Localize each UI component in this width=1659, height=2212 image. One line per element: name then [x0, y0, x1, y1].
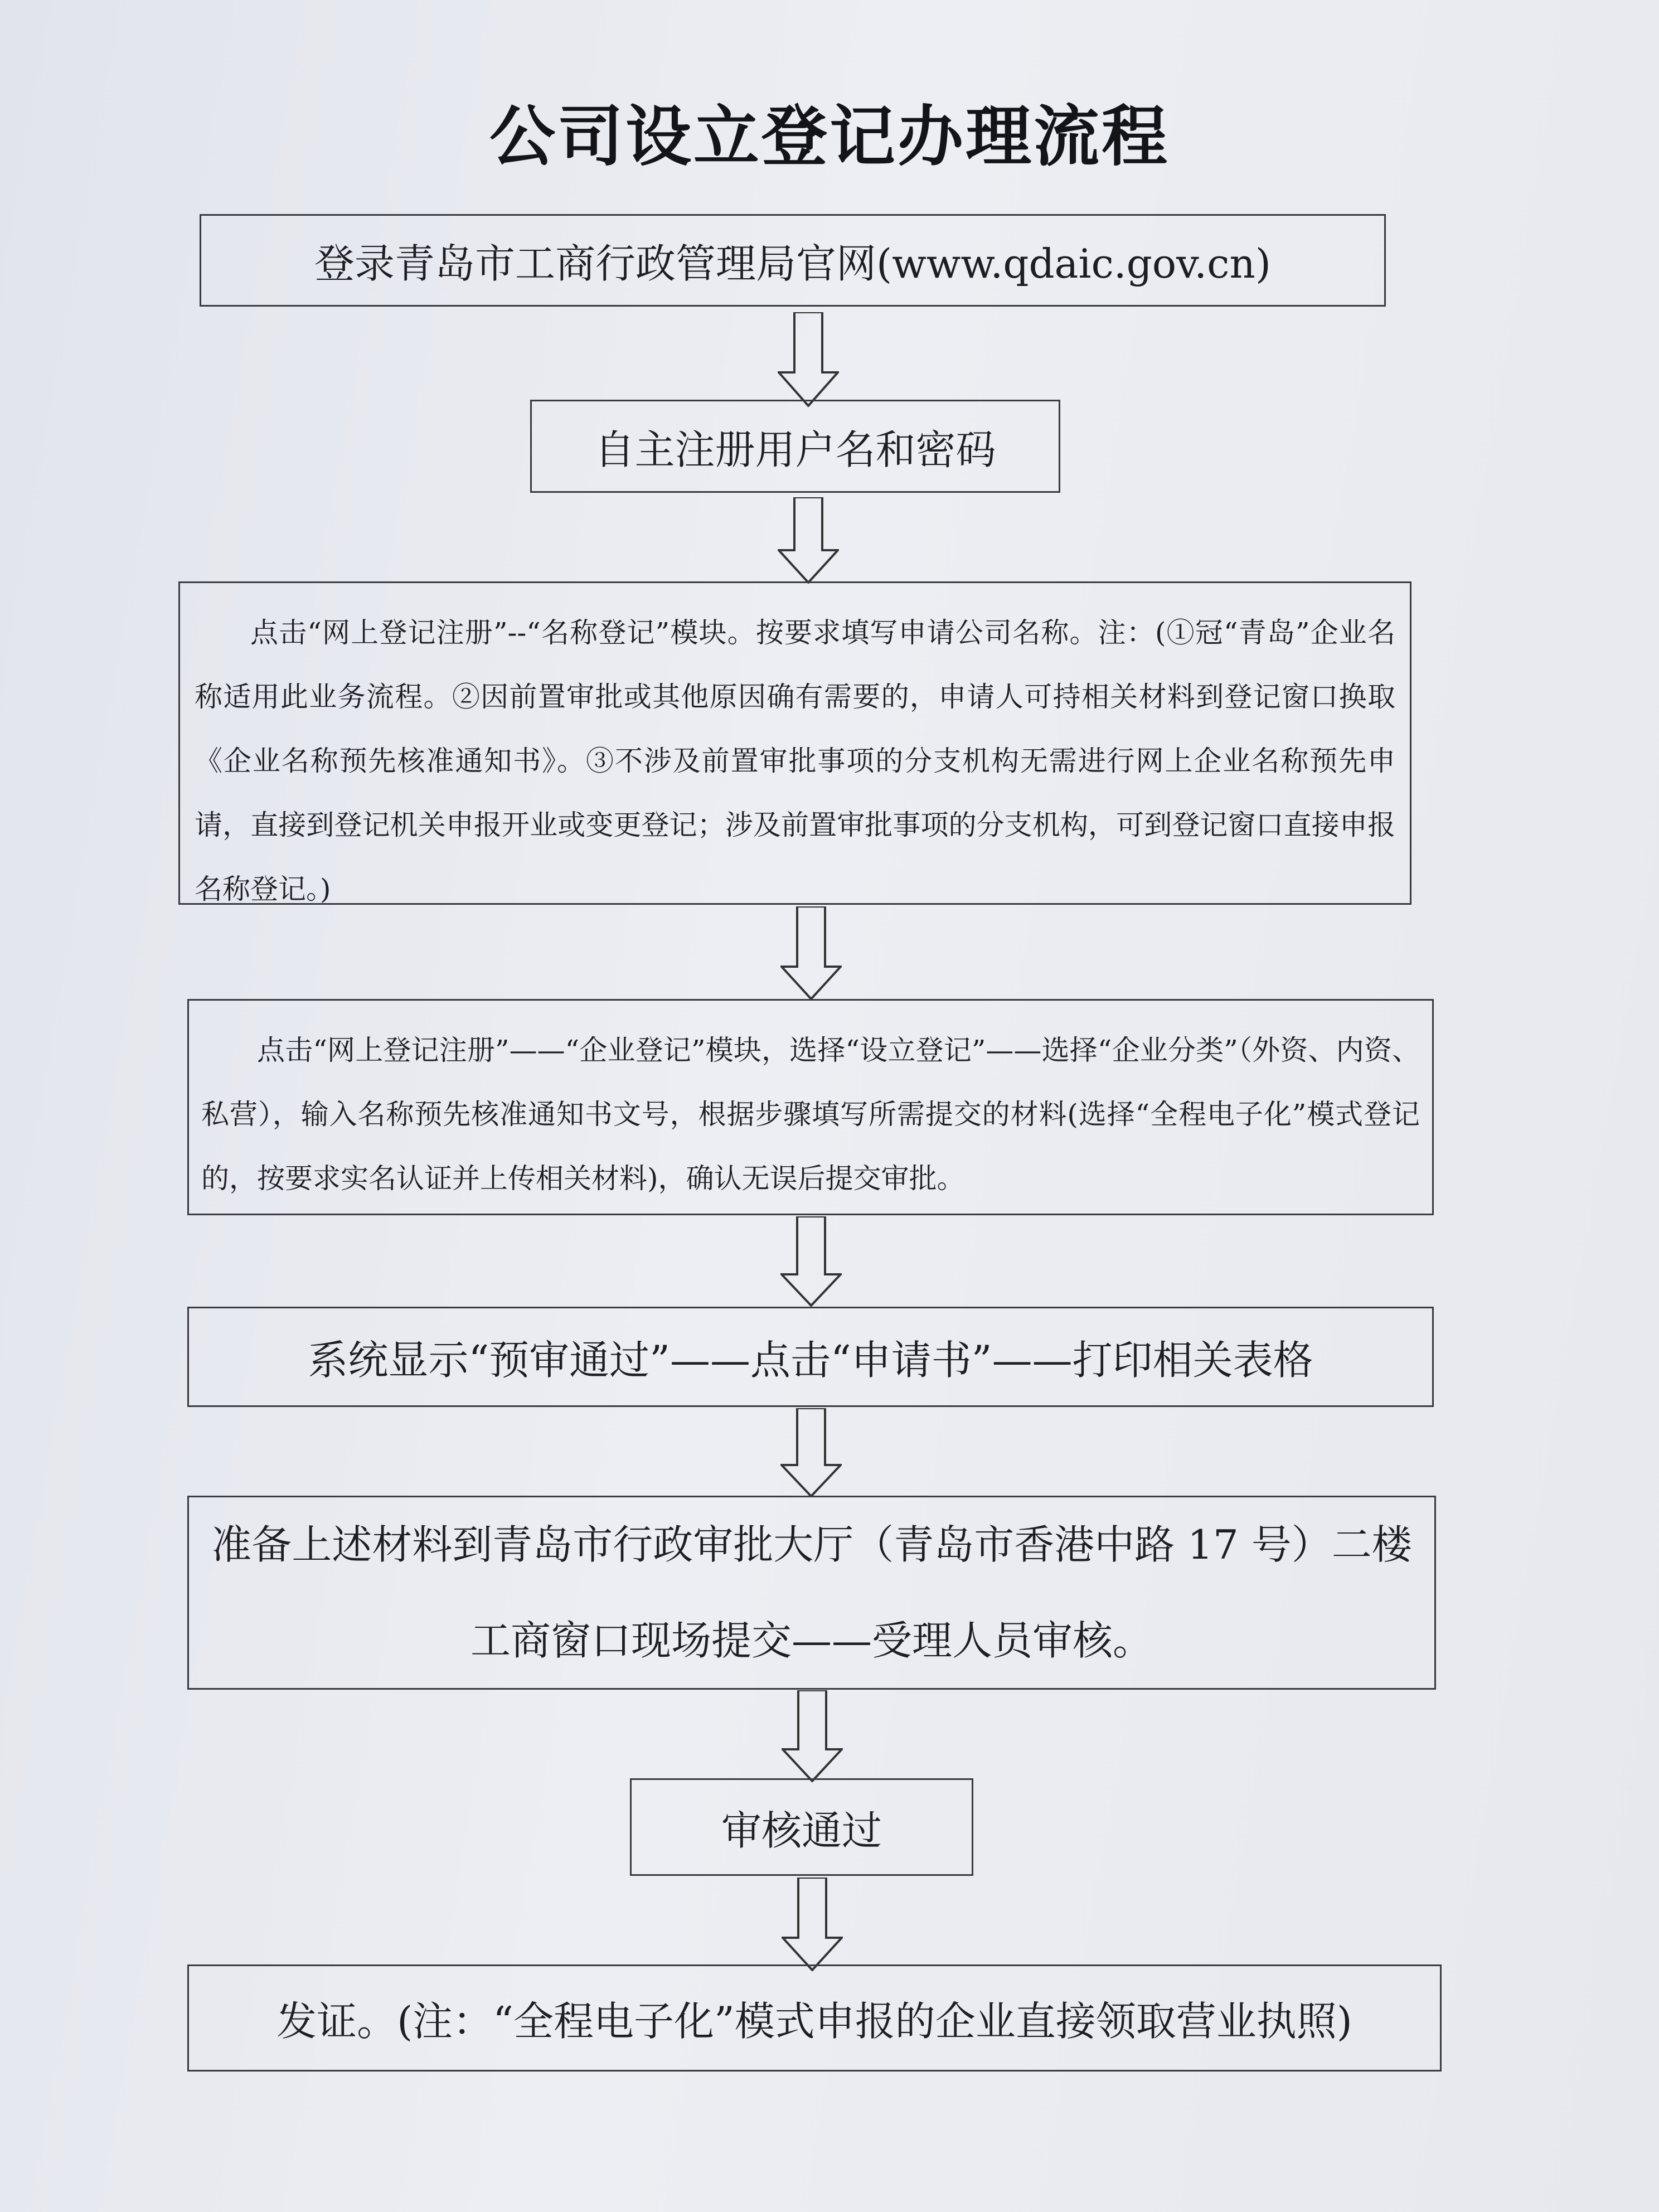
step-5-text: 系统显示“预审通过”——点击“申请书”——打印相关表格	[308, 1337, 1313, 1384]
step-7-text: 审核通过	[721, 1807, 882, 1854]
step-8-text: 发证。(注：“全程电子化”模式申报的企业直接领取营业执照)	[276, 1998, 1352, 2045]
step-6-text-line-1: 准备上述材料到青岛市行政审批大厅（青岛市香港中路 17 号）二楼	[211, 1521, 1412, 1568]
down-arrow-icon	[778, 497, 839, 584]
step-3-text: 点击“网上登记注册”--“名称登记”模块。按要求填写申请公司名称。注：(①冠“青岛”企业名称适用此业务流程。②因前置审批或其他原因确有需要的，申请人可持相关材料到登记窗口换取《企业名称预先核准通知书》。③不涉及前置审批事项的分支机构无需进行网上企业名称预先申请，直接到登记机关申报开业或变更登记；涉及前置审批事项的分支机构，可到登记窗口直接申报名称登记。)	[195, 617, 1395, 905]
down-arrow-icon	[780, 1408, 842, 1497]
page-title: 公司设立登记办理流程	[489, 98, 1170, 175]
step-3-box	[178, 581, 1411, 905]
down-arrow-icon	[778, 312, 839, 407]
step-8-box	[187, 1964, 1442, 2072]
step-1-text: 登录青岛市工商行政管理局官网(www.qdaic.gov.cn)	[314, 240, 1271, 287]
step-2-text: 自主注册用户名和密码	[594, 426, 996, 473]
step-1-box	[200, 214, 1386, 307]
step-2-box	[530, 400, 1060, 493]
down-arrow-icon	[782, 1690, 843, 1782]
step-6-text-line-2: 工商窗口现场提交——受理人员审核。	[470, 1617, 1153, 1664]
down-arrow-icon	[782, 1878, 843, 1971]
step-6-box	[187, 1496, 1436, 1690]
down-arrow-icon	[780, 906, 842, 1000]
step-4-text: 点击“网上登记注册”——“企业登记”模块，选择“设立登记”——选择“企业分类”（外资、内资、私营），输入名称预先核准通知书文号，根据步骤填写所需提交的材料(选择“全程电子化”模式登记的，按要求实名认证并上传相关材料)，确认无误后提交审批。	[201, 1034, 1420, 1195]
down-arrow-icon	[780, 1216, 842, 1307]
step-7-box	[630, 1778, 973, 1876]
step-5-box	[187, 1307, 1434, 1407]
step-4-box	[187, 999, 1434, 1215]
